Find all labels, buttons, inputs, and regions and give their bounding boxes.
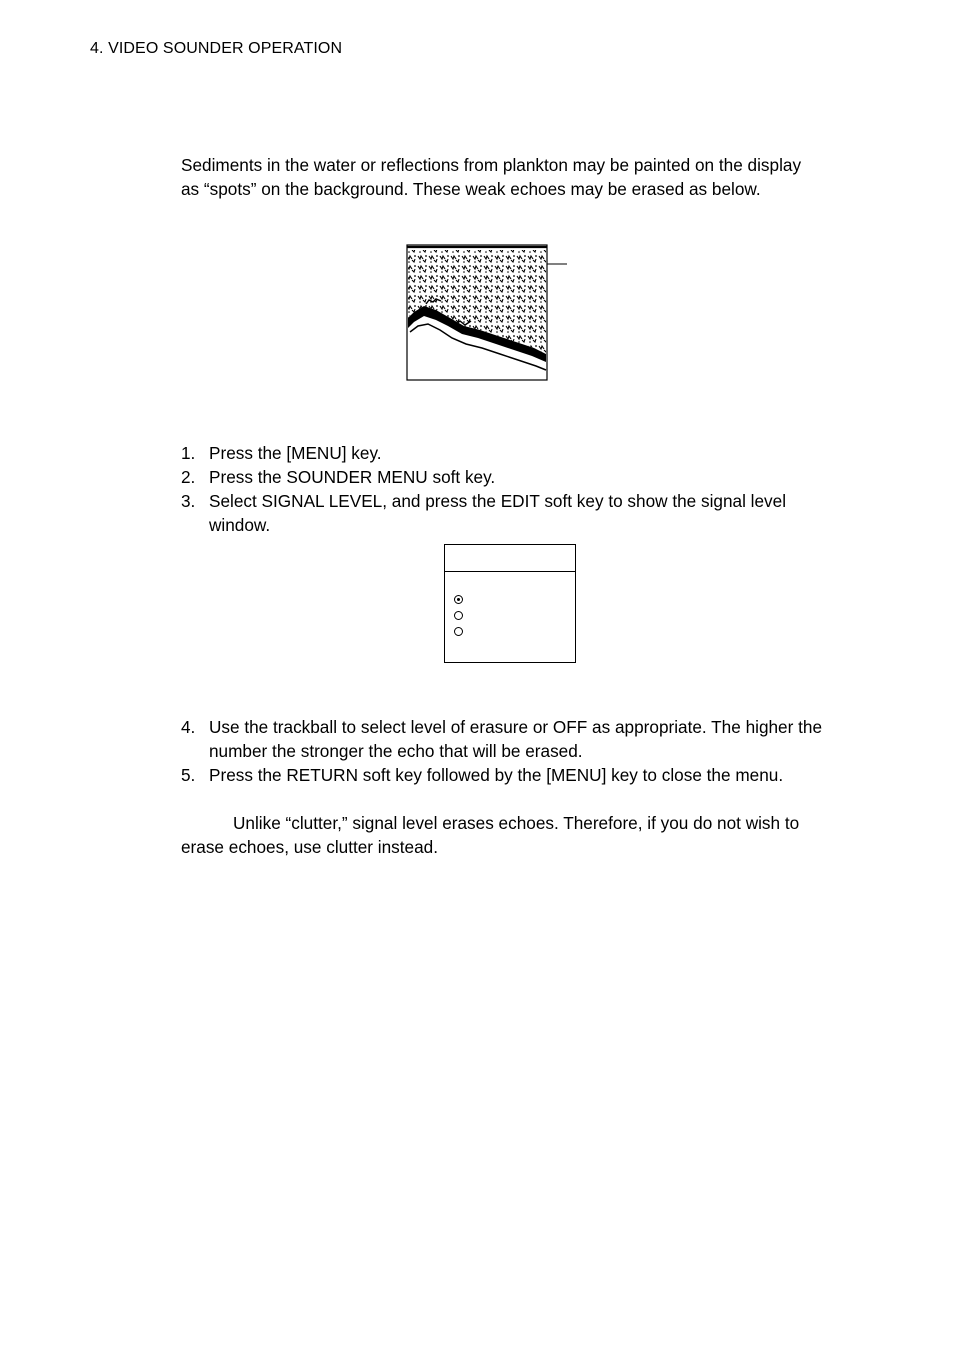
step-number: 1. [181, 443, 196, 463]
step-text: Press the RETURN soft key followed by the [MENU] key to close the menu. [209, 765, 784, 785]
step-text: Use the trackball to select level of erasure or OFF as appropriate. The higher the number the stronger the echo that will be erased. [209, 717, 823, 761]
signal-level-radio[interactable] [454, 611, 463, 620]
procedure-step [181, 465, 841, 489]
step-number: 5. [181, 765, 196, 785]
procedure-step [181, 441, 841, 465]
signal-level-window [444, 544, 576, 663]
signal-level-radio-selected[interactable] [454, 595, 463, 604]
step-number: 4. [181, 717, 196, 737]
step-text: Select SIGNAL LEVEL, and press the EDIT soft key to show the signal level window. [209, 491, 787, 535]
running-header: 4. VIDEO SOUNDER OPERATION [90, 40, 343, 57]
procedure-step [181, 715, 841, 763]
procedure-steps-4-5 [181, 715, 841, 787]
plankton-echo-illustration [406, 244, 568, 382]
note-paragraph: Unlike “clutter,” signal level erases echoes. Therefore, if you do not wish to erase echoes, use clutter instead. [181, 813, 800, 857]
procedure-steps-1-3 [181, 441, 841, 537]
signal-level-window-title-bar [445, 545, 575, 572]
step-number: 2. [181, 467, 196, 487]
step-text: Press the SOUNDER MENU soft key. [209, 467, 496, 487]
step-number: 3. [181, 491, 196, 511]
signal-level-radio[interactable] [454, 627, 463, 636]
intro-paragraph: Sediments in the water or reflections from plankton may be painted on the display as “spots” on the background. These weak echoes may be erased as below. [181, 155, 802, 199]
procedure-step [181, 763, 841, 787]
procedure-step [181, 489, 841, 537]
step-text: Press the [MENU] key. [209, 443, 382, 463]
